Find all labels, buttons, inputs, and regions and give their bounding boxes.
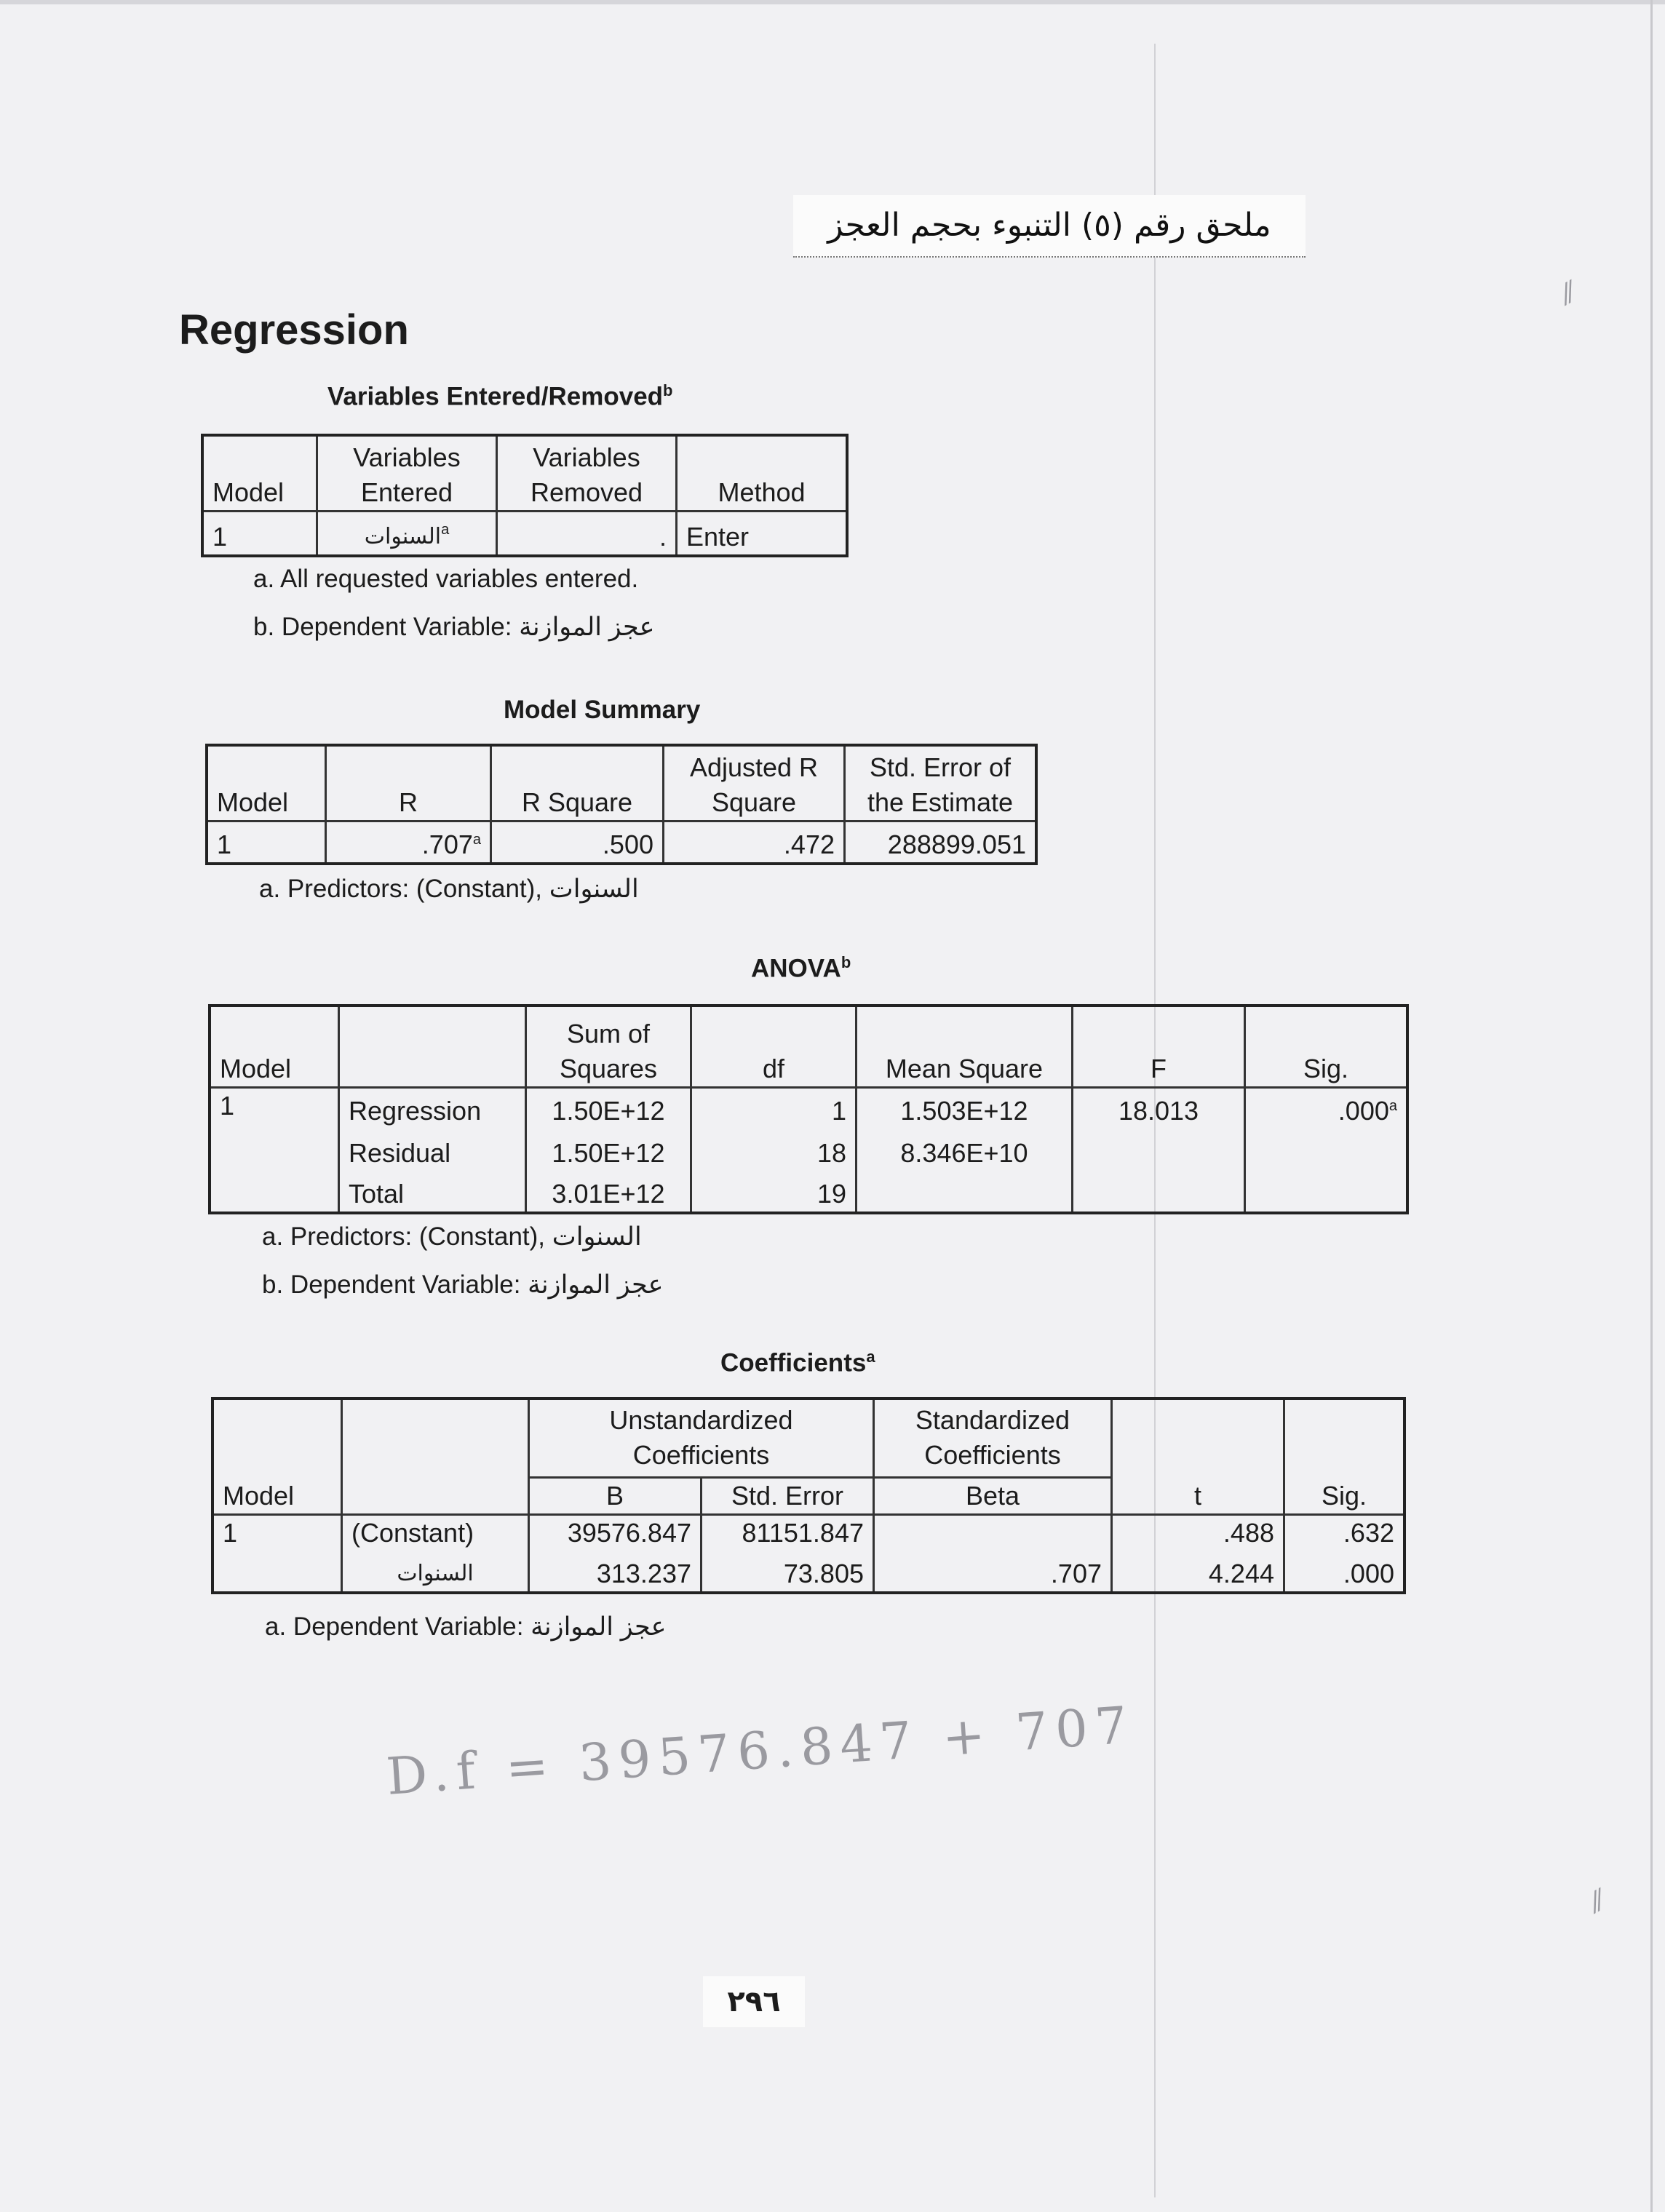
header-blank [339,1006,526,1087]
cell-removed: . [497,511,677,556]
variables-note-b: b. Dependent Variable: عجز الموازنة [253,613,655,641]
header-std-error: Std. Error [702,1477,874,1514]
cell-ms-residual: 8.346E+10 [857,1129,1073,1171]
cell-se-constant: 81151.847 [702,1514,874,1551]
row-label-years: السنوات [342,1551,529,1593]
cell-ss-total: 3.01E+12 [526,1171,691,1213]
model-summary-note-a: a. Predictors: (Constant), السنوات [259,875,639,903]
header-df: df [691,1006,857,1087]
cell-df-total: 19 [691,1171,857,1213]
header-r-square: R Square [491,745,664,821]
cell-f-regression: 18.013 [1073,1087,1245,1129]
cell-model: 1 [202,511,317,556]
header-sig: Sig. [1284,1399,1405,1514]
row-label-regression: Regression [339,1087,526,1129]
page-top-edge [0,0,1665,4]
cell-t-years: 4.244 [1112,1551,1284,1593]
anova-title: ANOVA$^b$ [751,953,851,983]
cell-t-constant: .488 [1112,1514,1284,1551]
variables-table [201,434,849,557]
cell-sig-constant: .632 [1284,1514,1405,1551]
header-unstandardized: Unstandardized Coefficients [529,1399,874,1477]
header-sig: Sig. [1245,1006,1408,1087]
cell-entered: السنوات$^a$ [317,511,497,556]
pencil-mark: ⁄⁄ [1557,276,1582,309]
cell-adjusted-r-square: .472 [664,821,845,864]
variables-table-title: Variables Entered/Removed$^b$ [327,381,673,411]
model-summary-title: Model Summary [504,696,701,724]
cell-ms-regression: 1.503E+12 [857,1087,1073,1129]
handwritten-note: D.f = 39576.847 + 707 [384,1695,1137,1807]
header-blank [342,1399,529,1514]
cell-model: 1 [207,821,326,864]
header-t: t [1112,1399,1284,1514]
cell-model-blank [210,1171,339,1213]
header-std-error: Std. Error of the Estimate [845,745,1037,821]
header-model: Model [207,745,326,821]
coefficients-note-a: a. Dependent Variable: عجز الموازنة [265,1612,667,1641]
cell-ss-residual: 1.50E+12 [526,1129,691,1171]
section-title: Regression [179,306,409,354]
appendix-heading: ملحق رقم (٥) التنبوء بحجم العجز [793,195,1306,258]
cell-std-error: 288899.051 [845,821,1037,864]
cell-method: Enter [677,511,848,556]
cell-model: 1 [212,1514,342,1551]
cell-sig-regression: .000$^a$ [1245,1087,1408,1129]
header-mean-square: Mean Square [857,1006,1073,1087]
page-right-edge [1650,0,1653,2212]
header-adjusted-r-square: Adjusted R Square [664,745,845,821]
header-beta: Beta [874,1477,1112,1514]
header-b: B [529,1477,702,1514]
cell-model: 1 [210,1087,339,1129]
pencil-mark: ⁄⁄ [1586,1884,1611,1917]
header-r: R [326,745,491,821]
cell-sig-years: .000 [1284,1551,1405,1593]
anova-note-a: a. Predictors: (Constant), السنوات [262,1222,642,1251]
header-model: Model [202,435,317,511]
cell-model-blank [210,1129,339,1171]
header-variables-entered: Variables Entered [317,435,497,511]
cell-df-residual: 18 [691,1129,857,1171]
header-standardized: Standardized Coefficients [874,1399,1112,1477]
coefficients-table [211,1397,1406,1594]
anova-note-b: b. Dependent Variable: عجز الموازنة [262,1270,664,1299]
header-sum-of-squares: Sum of Squares [526,1006,691,1087]
header-variables-removed: Variables Removed [497,435,677,511]
cell-b-constant: 39576.847 [529,1514,702,1551]
cell-beta-years: .707 [874,1551,1112,1593]
cell-sig-total [1245,1171,1408,1213]
cell-f-residual [1073,1129,1245,1171]
cell-df-regression: 1 [691,1087,857,1129]
cell-beta-constant [874,1514,1112,1551]
row-label-constant: (Constant) [342,1514,529,1551]
cell-r-square: .500 [491,821,664,864]
cell-ms-total [857,1171,1073,1213]
header-f: F [1073,1006,1245,1087]
coefficients-title: Coefficients$^a$ [720,1348,875,1377]
cell-ss-regression: 1.50E+12 [526,1087,691,1129]
header-model: Model [210,1006,339,1087]
page-number: ٢٩٦ [703,1976,805,2027]
header-method: Method [677,435,848,511]
model-summary-table [205,744,1038,865]
cell-f-total [1073,1171,1245,1213]
anova-table [208,1004,1409,1214]
variables-note-a: a. All requested variables entered. [253,565,639,593]
cell-r: .707$^a$ [326,821,491,864]
cell-b-years: 313.237 [529,1551,702,1593]
row-label-total: Total [339,1171,526,1213]
header-model: Model [212,1399,342,1514]
cell-se-years: 73.805 [702,1551,874,1593]
cell-sig-residual [1245,1129,1408,1171]
cell-model-blank [212,1551,342,1593]
row-label-residual: Residual [339,1129,526,1171]
